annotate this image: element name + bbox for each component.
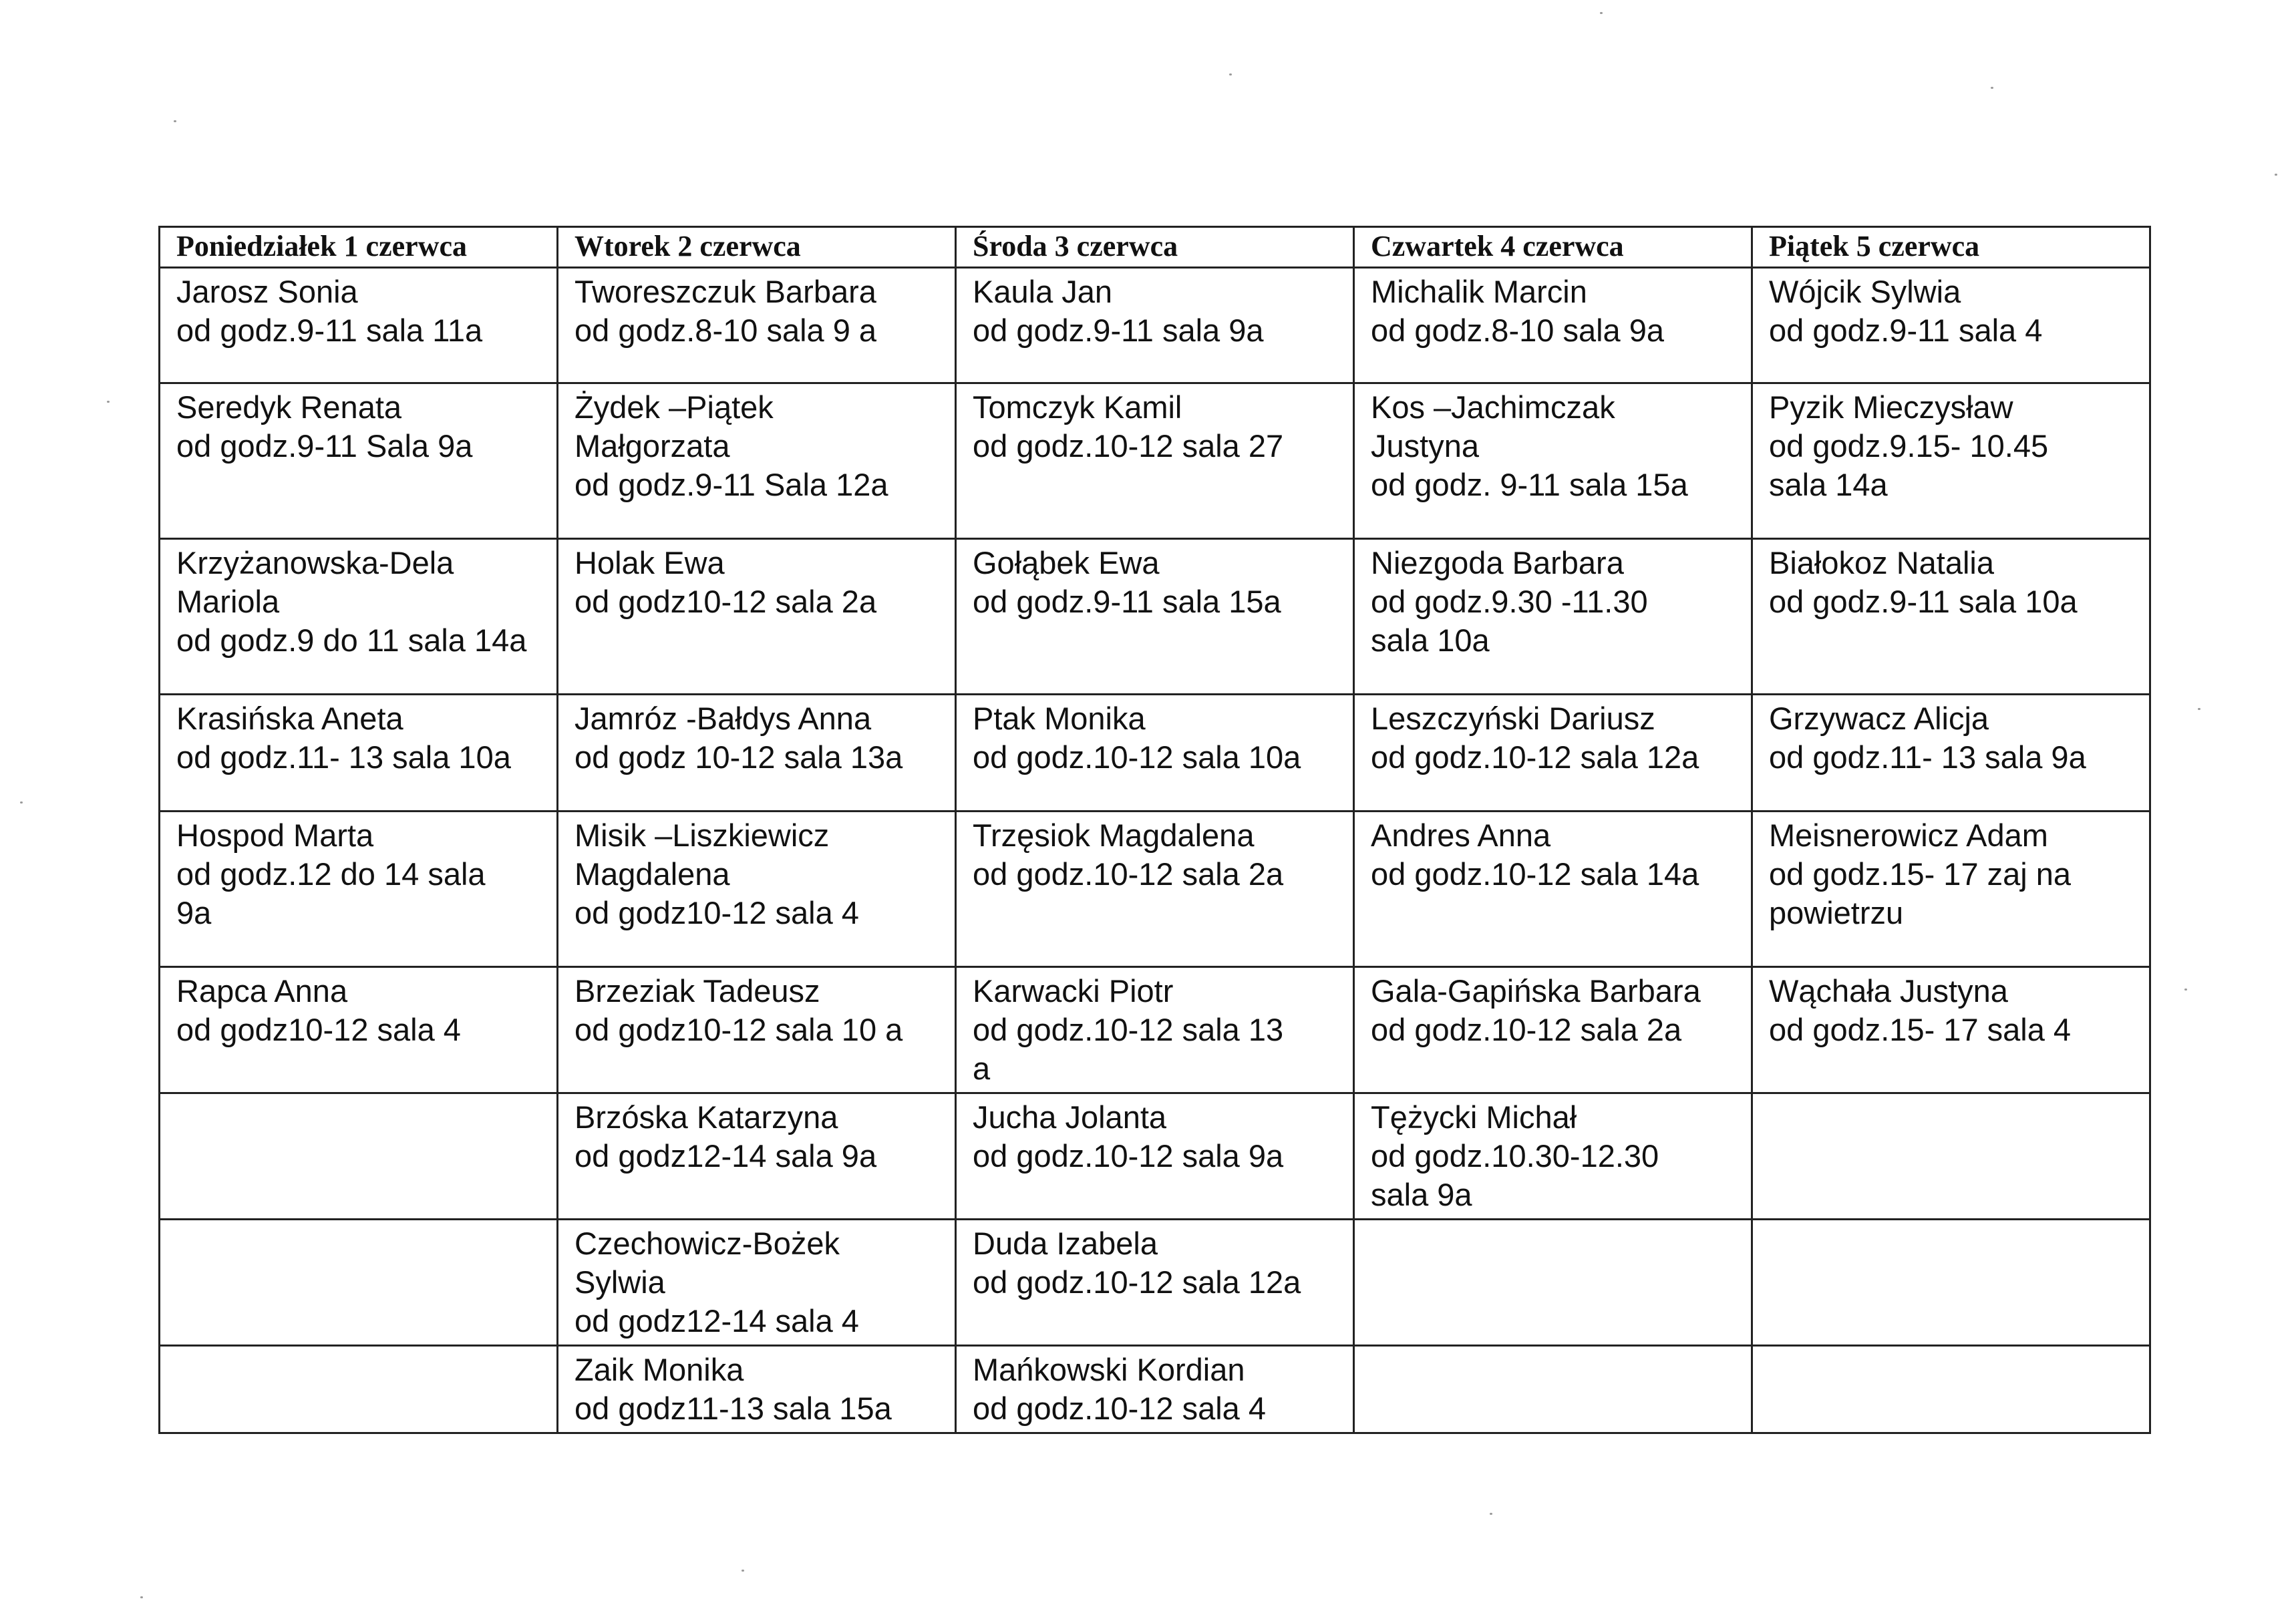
table-cell: Holak Ewa od godz10-12 sala 2a: [558, 539, 956, 695]
table-cell: [1354, 1346, 1752, 1433]
table-cell: Michalik Marcin od godz.8-10 sala 9a: [1354, 268, 1752, 383]
table-cell: Tomczyk Kamil od godz.10-12 sala 27: [956, 383, 1354, 539]
header-friday: Piątek 5 czerwca: [1752, 227, 2150, 268]
table-cell: Duda Izabela od godz.10-12 sala 12a: [956, 1220, 1354, 1346]
table-cell: [1752, 1346, 2150, 1433]
table-row: [160, 1346, 2150, 1433]
table-cell: Pyzik Mieczysław od godz.9.15- 10.45 sala 14a: [1752, 383, 2150, 539]
table-cell: Żydek –Piątek Małgorzata od godz.9-11 Sala 12a: [558, 383, 956, 539]
header-tuesday: Wtorek 2 czerwca: [558, 227, 956, 268]
table-cell: Białokoz Natalia od godz.9-11 sala 10a: [1752, 539, 2150, 695]
table-cell: Brzóska Katarzyna od godz12-14 sala 9a: [558, 1093, 956, 1220]
table-cell: Hospod Marta od godz.12 do 14 sala 9a: [160, 812, 558, 967]
scan-speck: [1490, 1513, 1492, 1515]
table-cell: Andres Anna od godz.10-12 sala 14a: [1354, 812, 1752, 967]
table-cell: [1354, 1220, 1752, 1346]
scan-speck: [174, 120, 176, 122]
scan-speck: [140, 1596, 143, 1598]
table-cell: Mańkowski Kordian od godz.10-12 sala 4: [956, 1346, 1354, 1433]
scan-speck: [20, 801, 23, 803]
table-cell: Meisnerowicz Adam od godz.15- 17 zaj na powietrzu: [1752, 812, 2150, 967]
header-row: [160, 227, 2150, 268]
header-thursday: Czwartek 4 czerwca: [1354, 227, 1752, 268]
scan-speck: [742, 1570, 744, 1572]
consultation-schedule-table: [158, 226, 2151, 1434]
table-cell: [160, 1346, 558, 1433]
table-cell: Ptak Monika od godz.10-12 sala 10a: [956, 695, 1354, 812]
header-wednesday: Środa 3 czerwca: [956, 227, 1354, 268]
table-cell: Tężycki Michał od godz.10.30-12.30 sala 9a: [1354, 1093, 1752, 1220]
scan-speck: [1229, 73, 1232, 75]
table-cell: Jucha Jolanta od godz.10-12 sala 9a: [956, 1093, 1354, 1220]
table-cell: Jamróz -Bałdys Anna od godz 10-12 sala 13a: [558, 695, 956, 812]
table-cell: Karwacki Piotr od godz.10-12 sala 13 a: [956, 967, 1354, 1093]
table-row: [160, 383, 2150, 539]
table-cell: [1752, 1093, 2150, 1220]
table-row: [160, 812, 2150, 967]
table-cell: Czechowicz-Bożek Sylwia od godz12-14 sala 4: [558, 1220, 956, 1346]
table-cell: Gołąbek Ewa od godz.9-11 sala 15a: [956, 539, 1354, 695]
header-monday: Poniedziałek 1 czerwca: [160, 227, 558, 268]
table-cell: Misik –Liszkiewicz Magdalena od godz10-12 sala 4: [558, 812, 956, 967]
scan-speck: [1991, 87, 1993, 89]
table-cell: Wójcik Sylwia od godz.9-11 sala 4: [1752, 268, 2150, 383]
table-cell: Krzyżanowska-Dela Mariola od godz.9 do 11 sala 14a: [160, 539, 558, 695]
table-cell: Kaula Jan od godz.9-11 sala 9a: [956, 268, 1354, 383]
scan-speck: [2198, 708, 2200, 710]
table-cell: Wąchała Justyna od godz.15- 17 sala 4: [1752, 967, 2150, 1093]
table-cell: Rapca Anna od godz10-12 sala 4: [160, 967, 558, 1093]
scan-speck: [2275, 174, 2277, 176]
table-cell: Tworeszczuk Barbara od godz.8-10 sala 9 a: [558, 268, 956, 383]
table-cell: Brzeziak Tadeusz od godz10-12 sala 10 a: [558, 967, 956, 1093]
table-cell: Grzywacz Alicja od godz.11- 13 sala 9a: [1752, 695, 2150, 812]
table-cell: Jarosz Sonia od godz.9-11 sala 11a: [160, 268, 558, 383]
scan-speck: [2184, 989, 2187, 991]
table-cell: [160, 1220, 558, 1346]
table-cell: Niezgoda Barbara od godz.9.30 -11.30 sala 10a: [1354, 539, 1752, 695]
table-row: [160, 268, 2150, 383]
table-cell: Trzęsiok Magdalena od godz.10-12 sala 2a: [956, 812, 1354, 967]
table-row: [160, 695, 2150, 812]
table-row: [160, 1093, 2150, 1220]
table-cell: [160, 1093, 558, 1220]
table-cell: Leszczyński Dariusz od godz.10-12 sala 12a: [1354, 695, 1752, 812]
table-cell: Krasińska Aneta od godz.11- 13 sala 10a: [160, 695, 558, 812]
table-cell: [1752, 1220, 2150, 1346]
table-cell: Seredyk Renata od godz.9-11 Sala 9a: [160, 383, 558, 539]
table-cell: Kos –Jachimczak Justyna od godz. 9-11 sala 15a: [1354, 383, 1752, 539]
table-cell: Gala-Gapińska Barbara od godz.10-12 sala 2a: [1354, 967, 1752, 1093]
table-cell: Zaik Monika od godz11-13 sala 15a: [558, 1346, 956, 1433]
table-row: [160, 1220, 2150, 1346]
table-row: [160, 539, 2150, 695]
table-row: [160, 967, 2150, 1093]
scan-speck: [107, 401, 110, 403]
scan-speck: [1600, 12, 1603, 14]
